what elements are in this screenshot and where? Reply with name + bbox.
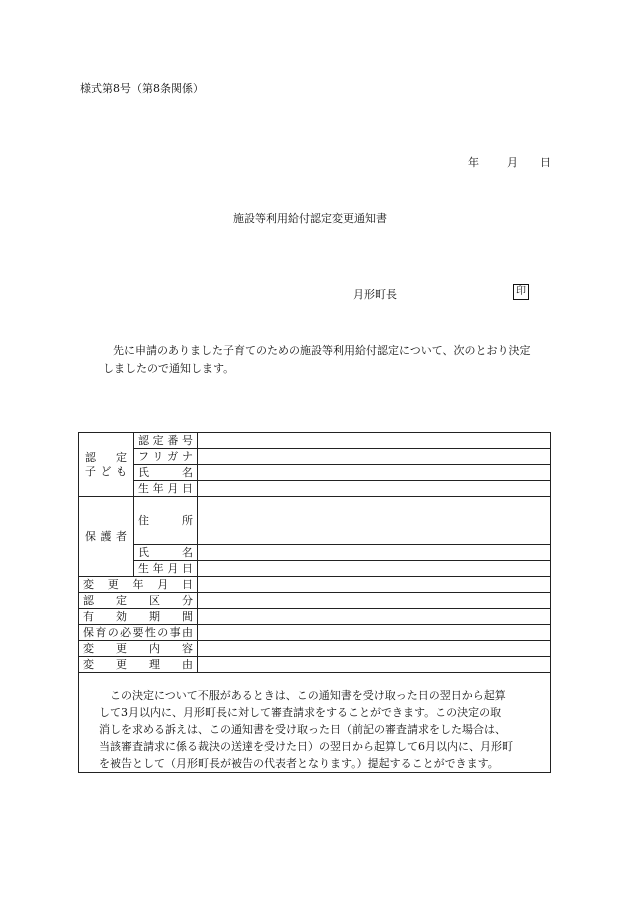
seal-stamp: 印 <box>513 284 529 300</box>
table-row <box>79 577 551 593</box>
guardian-group-label: 保護者 <box>79 497 134 577</box>
child-birthdate-value[interactable] <box>198 481 551 497</box>
table-row <box>79 673 551 773</box>
table-row <box>79 545 551 561</box>
child-birthdate-label: 生年月日 <box>134 481 198 497</box>
furigana-value[interactable] <box>198 449 551 465</box>
table-row <box>79 593 551 609</box>
date-year-label: 年 <box>468 156 479 169</box>
guardian-birthdate-value[interactable] <box>198 561 551 577</box>
table-row <box>79 449 551 465</box>
table-row <box>79 657 551 673</box>
change-reason-value[interactable] <box>198 657 551 673</box>
notice-line-2: して3月以内に、月形町長に対して審査請求をすることができます。この決定の取 <box>99 706 502 719</box>
appeal-notice <box>79 673 551 773</box>
notice-line-3: 消しを求める訴えは、この通知書を受け取った日（前記の審査請求をした場合は、 <box>99 723 506 736</box>
change-reason-label: 変更理由 <box>79 657 198 673</box>
cert-category-value[interactable] <box>198 593 551 609</box>
cert-number-value[interactable] <box>198 433 551 449</box>
document-title: 施設等利用給付認定変更通知書 <box>233 212 387 225</box>
notice-line-5: を被告として（月形町長が被告の代表者となります。）提起することができます。 <box>99 757 499 770</box>
valid-period-label: 有効期間 <box>79 609 198 625</box>
table-row <box>79 625 551 641</box>
intro-line-1: 先に申請のありました子育てのための施設等利用給付認定について、次のとおり決定 <box>113 344 531 357</box>
change-content-value[interactable] <box>198 641 551 657</box>
guardian-name-label: 氏 名 <box>134 545 198 561</box>
childcare-reason-label: 保育の必要性の事由 <box>79 625 198 641</box>
certification-table <box>78 432 551 796</box>
guardian-birthdate-label: 生年月日 <box>134 561 198 577</box>
change-content-label: 変更内容 <box>79 641 198 657</box>
child-group-line-2: 子ども <box>85 464 127 478</box>
notice-line-1: この決定について不服があるときは、この通知書を受け取った日の翌日から起算 <box>99 689 506 702</box>
table-row <box>79 481 551 497</box>
child-group-label <box>79 433 134 497</box>
guardian-address-value[interactable] <box>198 497 551 545</box>
change-date-label: 変更年月日 <box>79 577 198 593</box>
cert-category-label: 認定区分 <box>79 593 198 609</box>
table-row <box>79 497 551 545</box>
child-name-value[interactable] <box>198 465 551 481</box>
issuer-name: 月形町長 <box>353 288 397 301</box>
guardian-name-value[interactable] <box>198 545 551 561</box>
valid-period-value[interactable] <box>198 609 551 625</box>
change-date-value[interactable] <box>198 577 551 593</box>
child-name-label: 氏 名 <box>134 465 198 481</box>
table-row <box>79 641 551 657</box>
guardian-address-label: 住 所 <box>134 497 198 545</box>
child-group-line-1: 認 定 <box>85 450 127 464</box>
intro-line-2: しましたので通知します。 <box>103 362 235 375</box>
date-month-label: 月 <box>507 156 518 169</box>
table-row <box>79 561 551 577</box>
cert-number-label: 認定番号 <box>134 433 198 449</box>
table-row <box>79 609 551 625</box>
form-number: 様式第8号（第8条関係） <box>80 82 204 95</box>
childcare-reason-value[interactable] <box>198 625 551 641</box>
table-row <box>79 465 551 481</box>
notice-line-4: 当該審査請求に係る裁決の送達を受けた日）の翌日から起算して6月以内に、月形町 <box>99 740 513 753</box>
date-day-label: 日 <box>540 156 551 169</box>
table-row <box>79 433 551 449</box>
furigana-label: フリガナ <box>134 449 198 465</box>
